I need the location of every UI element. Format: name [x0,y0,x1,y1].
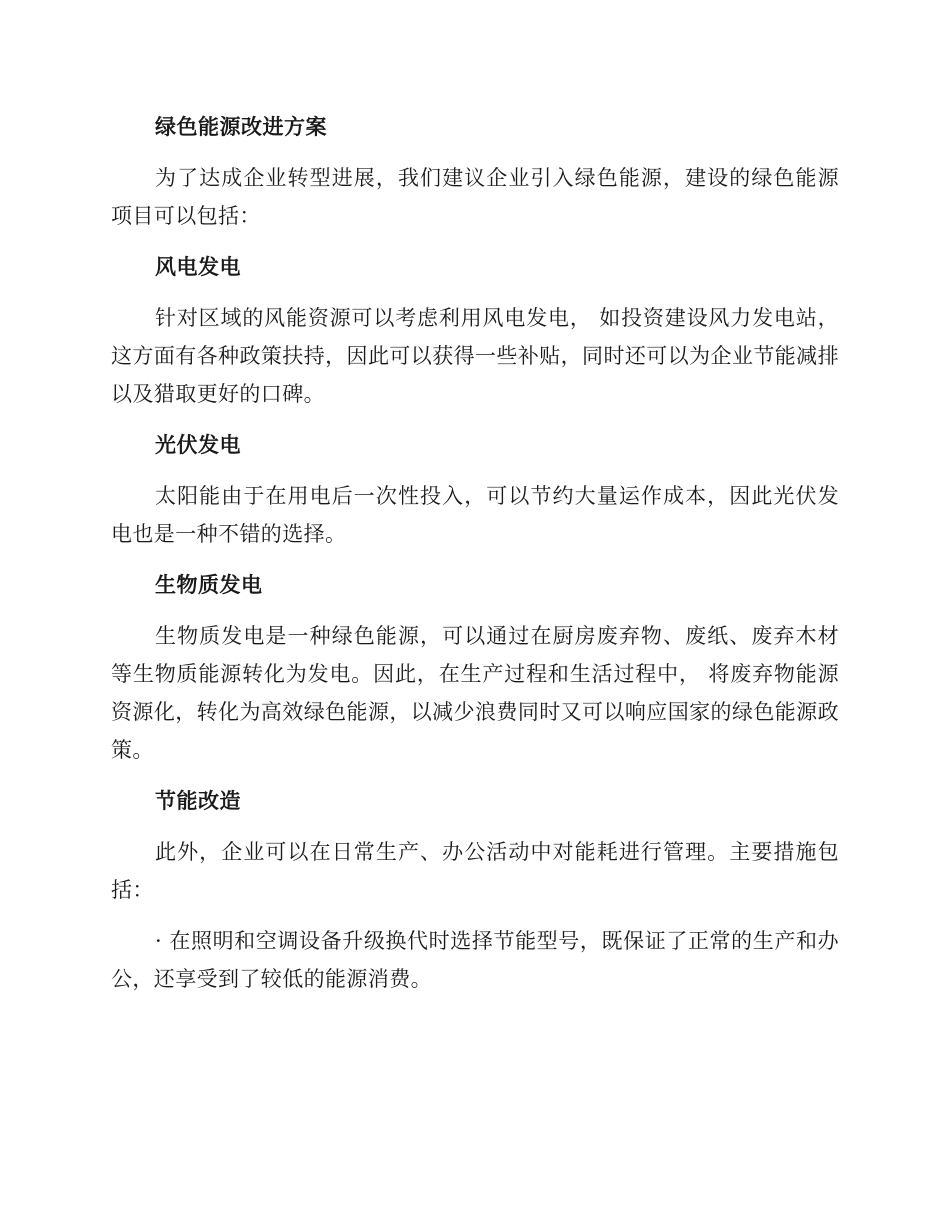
section-heading: 风电发电 [155,255,241,279]
section-energy-saving [111,782,839,998]
section-biomass-power [111,566,839,769]
section-heading: 绿色能源改进方案 [155,115,327,139]
section-heading: 生物质发电 [155,573,263,597]
paragraph: 生物质发电是一种绿色能源，可以通过在厨房废弃物、废纸、废弃木材等生物质能源转化为发电。因此，在生产过程和生活过程中， 将废弃物能源资源化，转化为高效绿色能源，以减少浪费同时又可以响应国家的绿色能源政策。 [111,624,839,762]
paragraph: 为了达成企业转型进展，我们建议企业引入绿色能源，建设的绿色能源项目可以包括： [111,166,839,228]
paragraph: 此外，企业可以在日常生产、办公活动中对能耗进行管理。主要措施包括： [111,840,839,902]
section-heading: 光伏发电 [155,433,241,457]
paragraph: 针对区域的风能资源可以考虑利用风电发电， 如投资建设风力发电站，这方面有各种政策扶持，因此可以获得一些补贴，同时还可以为企业节能减排以及猎取更好的口碑。 [111,306,839,406]
bullet-item: · 在照明和空调设备升级换代时选择节能型号，既保证了正常的生产和办公，还享受到了较低的能源消费。 [111,929,839,991]
section-green-energy-plan [111,108,839,235]
paragraph: 太阳能由于在用电后一次性投入，可以节约大量运作成本，因此光伏发电也是一种不错的选择。 [111,484,839,546]
section-heading: 节能改造 [155,789,241,813]
section-solar-power [111,426,839,553]
document-body [111,108,839,1011]
section-wind-power [111,248,839,413]
